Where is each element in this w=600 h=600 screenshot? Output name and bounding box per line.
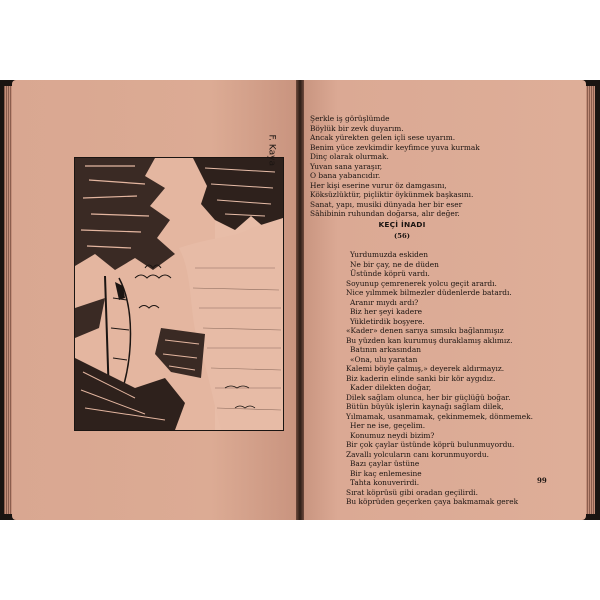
poem-line: Bazı çaylar üstüne <box>350 459 420 468</box>
poem-line: Biz her şeyi kadere <box>350 307 423 316</box>
poem-line: Soyunup çemrenerek yolcu geçit arardı. <box>346 278 497 288</box>
landscape-illustration <box>74 134 284 431</box>
poem-line: Ne bir çay, ne de düden <box>350 259 439 269</box>
poem-line: Köksüzlüktür, piçliktir öykünmek başkasını. <box>310 190 474 199</box>
page-number: 99 <box>537 476 547 485</box>
poem-line: Bir çok çaylar üstünde köprü bulunmuyordu. <box>346 440 515 449</box>
poem-line: Her kişi eserine vurur öz damgasını, <box>310 180 447 190</box>
poem-line: Nice yılmmek bilmezler düdenlerde batardı. <box>346 288 512 297</box>
poem-line: Bütün büyük işlerin kaynağı sağlam dilek, <box>346 402 504 411</box>
illustration-signature: F. Kaya <box>267 134 277 166</box>
poem-line: Sırat köprüsü gibi oradan geçilirdi. <box>346 487 479 497</box>
poem-line: O bana yabancıdır. <box>310 171 381 180</box>
poem-line: Sâhibinin ruhundan doğarsa, alır değer. <box>310 209 460 218</box>
book-gutter <box>296 80 304 520</box>
poem-line: Zavallı yolcuların canı korunmuyordu. <box>346 449 489 459</box>
poem-line: Batının arkasından <box>350 345 422 354</box>
poem-line: Ancak yürekten gelen içli sese uyarım. <box>310 133 456 142</box>
poem-line: Bu yüzden kan kurumuş duraklamış aklımız. <box>346 335 513 345</box>
poem-line: Dinç olarak olurmak. <box>310 152 389 161</box>
poem-intro <box>310 114 480 219</box>
poem-line: «Ona, ulu yaratan <box>350 354 418 364</box>
poem-line: Yılmamak, usanmamak, çekinmemek, dönmemek. <box>346 411 533 421</box>
poem-line: Yurdumuzda eskiden <box>350 250 429 259</box>
poem-line: Benim yüce zevkimdir keyfimce yuva kurmak <box>310 142 480 152</box>
poem-line: Her ne ise, geçelim. <box>350 421 426 430</box>
illustration-drawing <box>75 158 283 430</box>
poem-line: Böylük bir zevk duyarım. <box>310 123 404 133</box>
poem-body <box>346 250 533 507</box>
poem-line: Şerkle iş görüşlümde <box>310 114 390 123</box>
left-page <box>12 80 296 520</box>
poem-line: Tahta konuverirdi. <box>350 478 420 487</box>
poem-line: Üstünde köprü vardı. <box>350 269 430 278</box>
poem-line: Konumuz neydi bizim? <box>350 430 435 440</box>
poem-line: Kader dilekten doğar, <box>350 383 432 392</box>
poem-line: Bir kaç enlemesine <box>350 468 422 478</box>
poem-line: Sanat, yapı, musiki dünyada her bir eser <box>310 199 463 209</box>
section-title: KEÇİ İNADI <box>378 220 426 229</box>
poem-line: Dilek sağlam olunca, her bir güçlüğü boğar. <box>346 392 511 402</box>
poem-line: Biz kaderin elinde sanki bir kör aygıdız. <box>346 373 496 383</box>
poem-line: Kalemi böyle çalmış,» deyerek aldırmayız. <box>346 364 505 373</box>
left-page-edges <box>4 86 12 514</box>
right-page-edges <box>586 86 595 514</box>
section-number: (56) <box>394 232 410 240</box>
poem-line: Aranır mıydı ardı? <box>350 297 419 307</box>
poem-line: Yuvan sana yaraşır, <box>310 161 383 171</box>
poem-line: Bu köprüden geçerken çaya bakmamak gerek <box>346 497 519 506</box>
poem-line: «Kader» denen sarıya sımsıkı bağlanmışız <box>346 326 504 335</box>
poem-line: Yükletirdik boşyere. <box>350 316 425 326</box>
